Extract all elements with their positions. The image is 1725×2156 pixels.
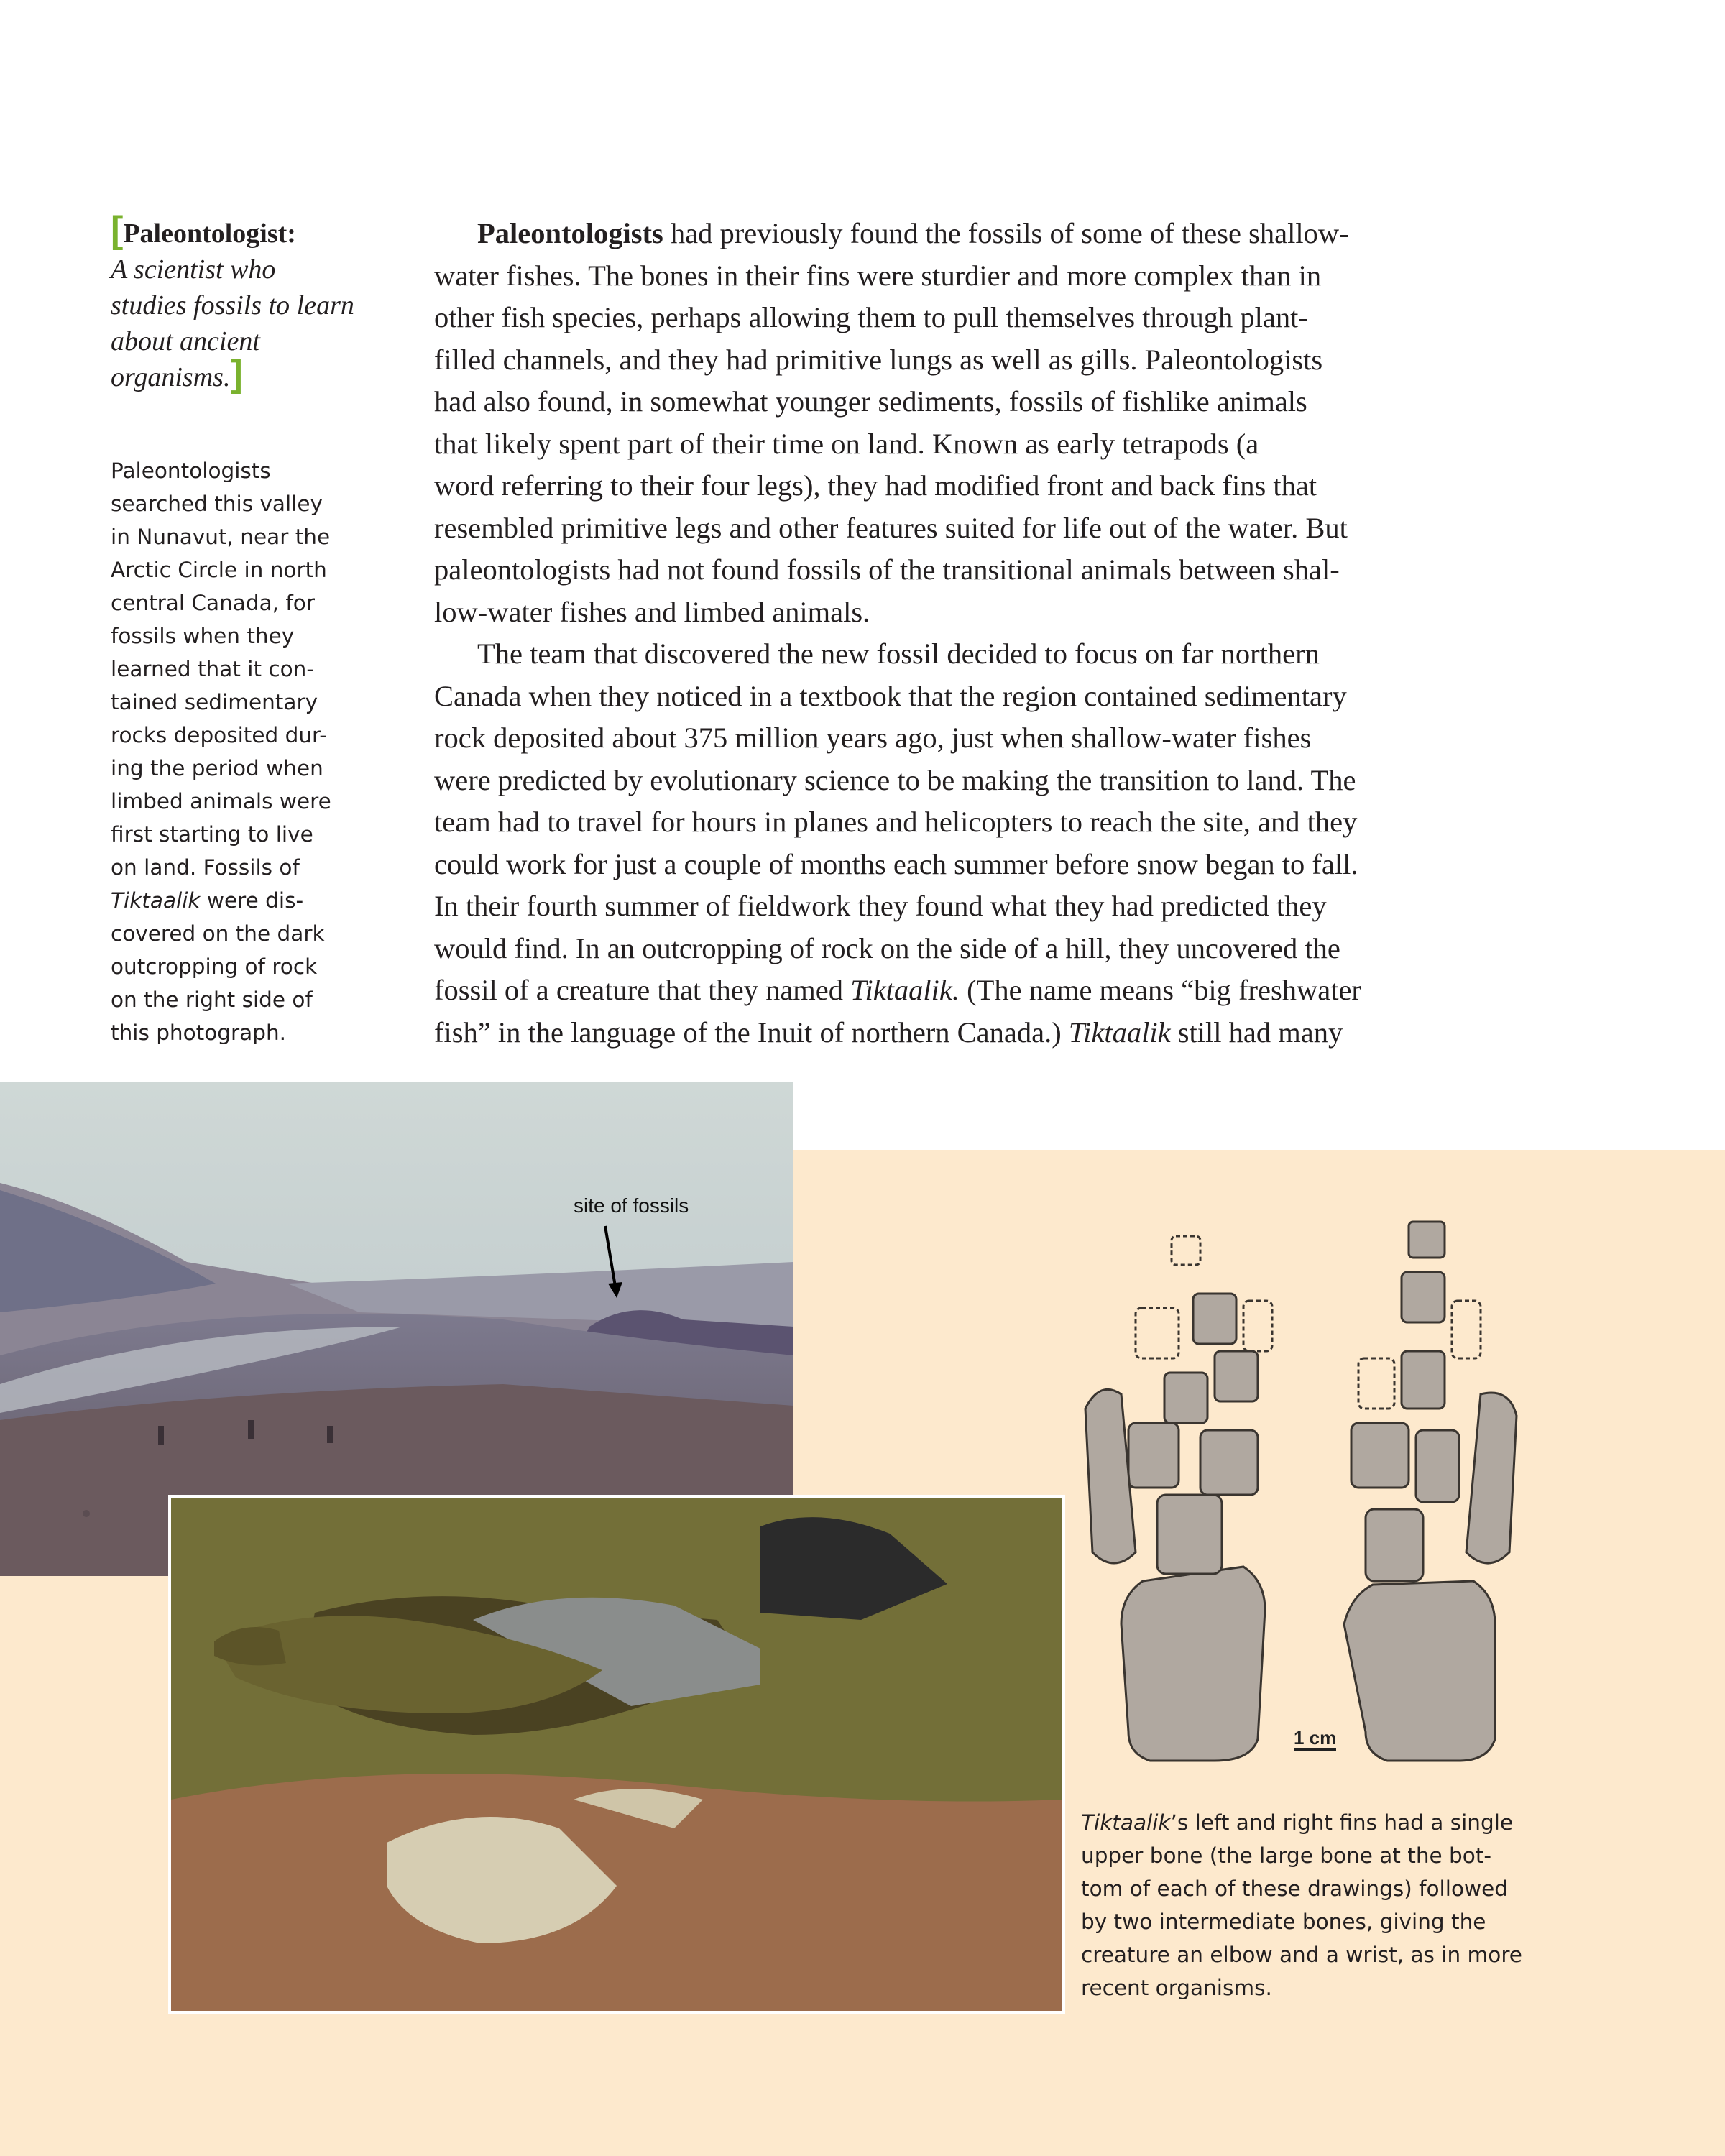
body-paragraph-1 <box>434 213 1512 633</box>
main-body-text <box>434 213 1512 1054</box>
fin-caption-text: ’s left and right fins had a single upper bone (the large bone at the bot- tom of each of these drawings) followed by two intermediate bones, giving the creature an elbow and a wrist, as in more recent organisms. <box>1081 1810 1522 2000</box>
glossary-note <box>111 209 355 395</box>
fin-drawing-caption <box>1081 1806 1555 2004</box>
body-p1-text: had previously found the fossils of some of these shallow- water fishes. The bones in their fins were sturdier and more complex than in other fish species, perhaps allowing them to pull themselves through plant- filled channels, and they had primitive lungs as well as gills. Paleontologists had also found, in somewhat younger sediments, fossils of fishlike animals that likely spent part of their time on land. Known as early tetrapods (a word referring to their four legs), they had modified front and back fins that resembled primitive legs and other features suited for life out of the water. But paleontologists had not found fossils of the transitional animals between shal- low-water fishes and limbed animals. <box>434 217 1349 628</box>
left-fin-drawing <box>1085 1236 1272 1761</box>
valley-site-label: site of fossils <box>574 1194 689 1217</box>
valley-caption-part1: Paleontologists searched this valley in Nunavut, near the Arctic Circle in north central Canada, for fossils when they learned that it con- tained sedimentary rocks deposited dur- ing the period when limbed animals were first starting to live on land. Fossils of <box>111 459 331 880</box>
valley-caption-part2: were dis- covered on the dark outcropping of rock on the right side of this photograph. <box>111 888 325 1045</box>
fossil-model-photograph <box>168 1495 1065 2014</box>
glossary-definition-text: A scientist who studies fossils to learn about ancient organisms. <box>111 254 354 392</box>
right-fin-drawing <box>1344 1222 1517 1761</box>
fin-drawings <box>1071 1193 1560 1775</box>
valley-caption-paragraph <box>111 454 359 1049</box>
glossary-close-bracket: ] <box>230 353 243 395</box>
body-p1-bold-term: Paleontologists <box>477 217 663 249</box>
glossary-term: Paleontologist: <box>123 218 296 249</box>
body-p2-italic2: Tiktaalik <box>1068 1015 1171 1049</box>
scale-bar-label: 1 cm <box>1294 1728 1336 1751</box>
glossary-open-bracket: [ <box>111 209 124 251</box>
valley-photo-caption <box>111 454 359 1049</box>
valley-caption-italic: Tiktaalik <box>111 888 201 913</box>
body-p2-italic1: Tiktaalik. <box>850 974 960 1006</box>
fin-caption-italic: Tiktaalik <box>1081 1810 1171 1835</box>
body-p2-text2: (The name means “big freshwater fish” in the language of the Inuit of northern Canada.) <box>434 974 1361 1049</box>
body-p2-text1: The team that discovered the new fossil decided to focus on far northern Canada when they noticed in a textbook that the region contained sedimentary rock deposited about 375 million years ago, just when shallow-water fishes were predicted by evolutionary science to be making the transition to land. The team had to travel for hours in planes and helicopters to reach the site, and they could work for just a couple of months each summer before snow began to fall. In their fourth summer of fieldwork they found what they had predicted they would find. In an outcropping of rock on the side of a hill, they uncovered the fossil of a creature that they named <box>434 637 1358 1006</box>
fin-caption-paragraph <box>1081 1806 1555 2004</box>
body-p2-text3: still had many <box>1170 1015 1343 1049</box>
body-paragraph-2 <box>434 633 1512 1054</box>
